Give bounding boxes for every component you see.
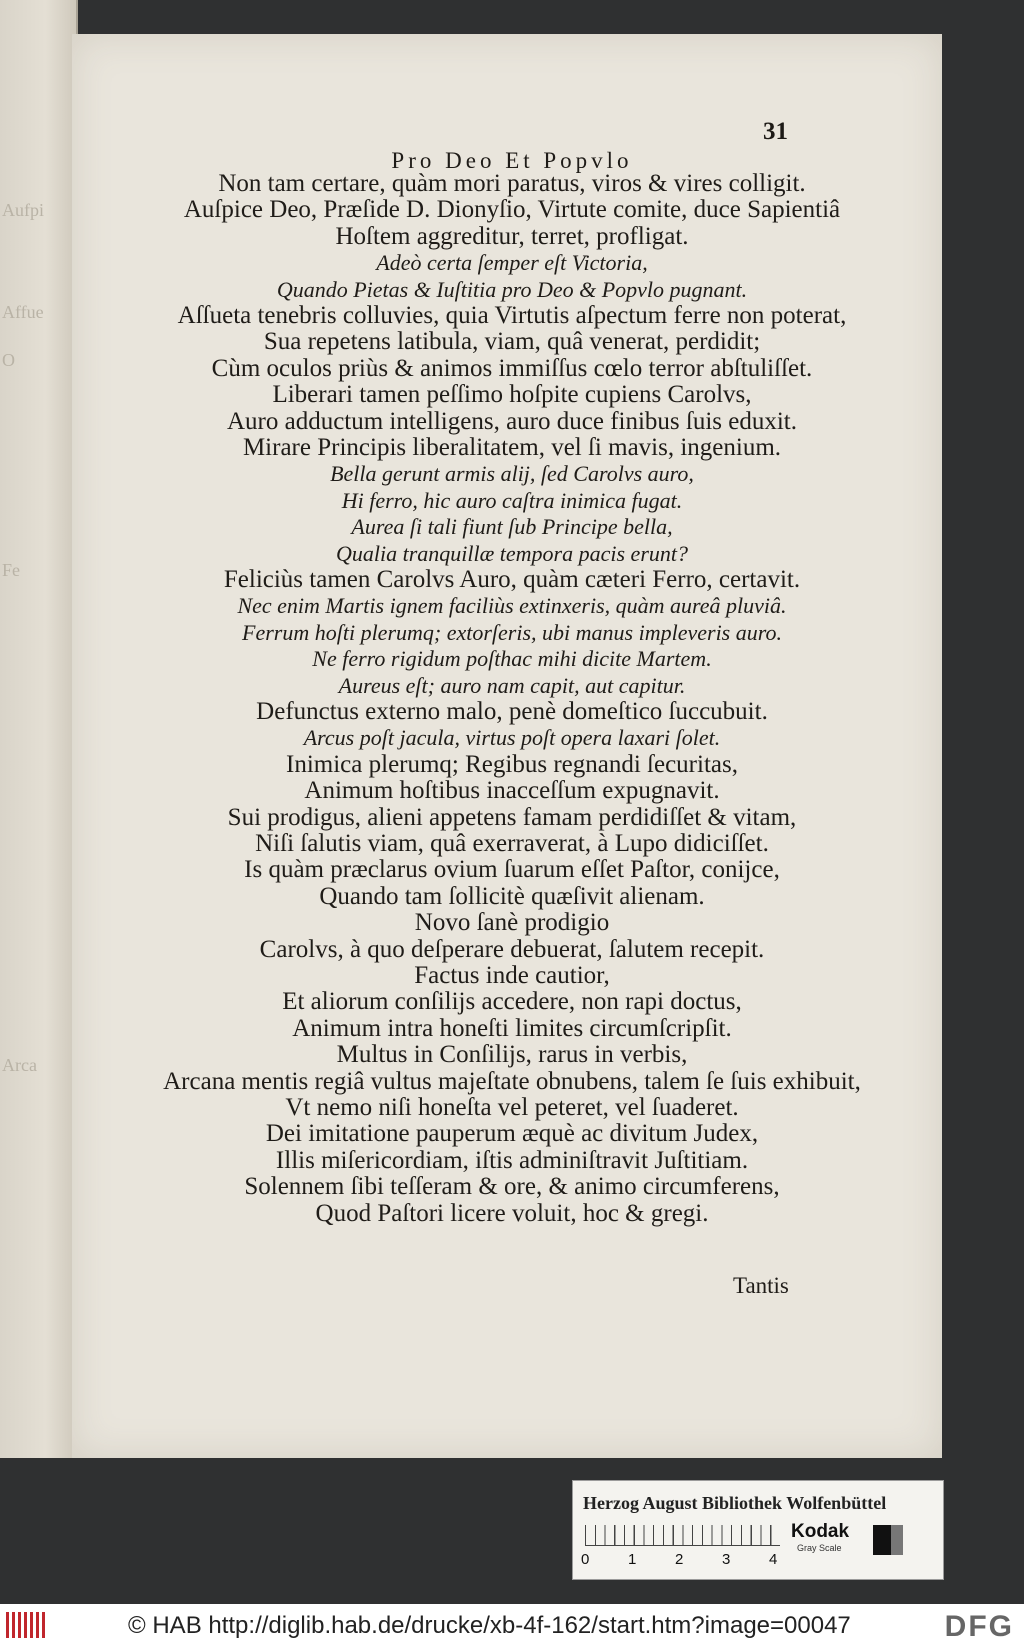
library-name: Herzog August Bibliothek Wolfenbüttel — [583, 1493, 887, 1513]
text-line: Factus inde cautior, — [414, 962, 610, 989]
gray-patch — [873, 1525, 903, 1555]
text-line: Animum intra honeſti limites circumſcripſit. — [292, 1015, 732, 1042]
text-line: Hi ferro, hic auro caſtra inimica fugat. — [341, 488, 683, 513]
text-line: Quando Pietas & Iuſtitia pro Deo & Popvlo pugnant. — [276, 277, 748, 302]
text-line: Multus in Conſilijs, rarus in verbis, — [336, 1041, 688, 1068]
library-color-chart — [572, 1480, 944, 1580]
kodak-logo: Kodak — [791, 1521, 850, 1542]
hab-logo-icon — [6, 1612, 46, 1638]
ghost-text: Arca — [2, 1055, 37, 1075]
text-line: Dei imitatione pauperum æquè ac divitum Judex, — [265, 1120, 759, 1147]
text-line: Sui prodigus, alieni appetens famam perdidiſſet & vitam, — [227, 804, 797, 831]
ghost-text: O — [2, 350, 15, 370]
text-line: Hoſtem aggreditur, terret, profligat. — [335, 223, 689, 250]
text-line: Quod Paſtori licere voluit, hoc & gregi. — [315, 1200, 709, 1227]
text-line: Auro adductum intelligens, auro duce finibus ſuis eduxit. — [226, 408, 798, 435]
ghost-text: Fe — [2, 560, 20, 580]
ruler-number: 2 — [675, 1551, 684, 1568]
running-title: Pro Deo Et Popvlo — [391, 148, 633, 173]
page-number: 31 — [763, 118, 788, 145]
text-line: Adeò certa ſemper eſt Victoria, — [376, 250, 648, 275]
ruler-number: 1 — [628, 1551, 637, 1568]
footer-url[interactable]: © HAB http://diglib.hab.de/drucke/xb-4f-162/start.htm?image=00047 — [128, 1612, 851, 1639]
previous-page-edge — [0, 0, 78, 1458]
kodak-subtitle: Gray Scale — [797, 1543, 842, 1553]
text-line: Solennem ſibi teſſeram & ore, & animo circumferens, — [244, 1173, 780, 1200]
dfg-logo: DFG — [944, 1610, 1014, 1643]
text-line: Cùm oculos priùs & animos immiſſus cœlo terror abſtuliſſet. — [211, 355, 813, 382]
text-line: Qualia tranquillæ tempora pacis erunt? — [336, 541, 688, 566]
text-line: Et aliorum conſilijs accedere, non rapi doctus, — [282, 988, 742, 1015]
text-line: Liberari tamen peſſimo hoſpite cupiens Carolvs, — [272, 381, 752, 408]
ruler-number: 0 — [581, 1551, 590, 1568]
text-line: Aureus eſt; auro nam capit, aut capitur. — [338, 673, 686, 698]
text-line: Aurea ſi tali fiunt ſub Principe bella, — [351, 514, 673, 539]
ruler-scale — [585, 1525, 780, 1546]
text-line: Feliciùs tamen Carolvs Auro, quàm cæteri Ferro, certavit. — [223, 566, 801, 593]
ghost-text: Affue — [2, 302, 44, 322]
text-line: Sua repetens latibula, viam, quâ venerat, perdidit; — [263, 328, 761, 355]
text-line: Defunctus externo malo, penè domeſtico ſuccubuit. — [256, 698, 768, 725]
text-line: Aſſueta tenebris colluvies, quia Virtutis aſpectum ferre non poterat, — [177, 302, 847, 329]
text-line: Illis miſericordiam, iſtis adminiſtravit Juſtitiam. — [275, 1147, 749, 1174]
ruler-number: 4 — [769, 1551, 778, 1568]
text-line: Nec enim Martis ignem faciliùs extinxeris, quàm aureâ pluviâ. — [237, 593, 787, 618]
text-line: Non tam certare, quàm mori paratus, viros & vires colligit. — [218, 170, 806, 197]
text-line: Arcana mentis regiâ vultus majeſtate obnubens, talem ſe ſuis exhibuit, — [163, 1068, 861, 1095]
ruler-number: 3 — [722, 1551, 731, 1568]
text-line: Arcus poſt jacula, virtus poſt opera laxari ſolet. — [303, 725, 721, 750]
text-line: Animum hoſtibus inacceſſum expugnavit. — [304, 777, 720, 804]
text-line: Niſi ſalutis viam, quâ exerraverat, à Lupo didiciſſet. — [255, 830, 769, 857]
text-line: Is quàm præclarus ovium ſuarum eſſet Paſtor, conijce, — [244, 856, 780, 883]
text-line: Bella gerunt armis alij, ſed Carolvs auro, — [330, 461, 694, 486]
text-line: Vt nemo niſi honeſta vel peteret, vel ſuaderet. — [285, 1094, 739, 1121]
text-line: Ne ferro rigidum poſthac mihi dicite Martem. — [312, 646, 712, 671]
text-line: Auſpice Deo, Præſide D. Dionyſio, Virtute comite, duce Sapientiâ — [183, 196, 841, 223]
footer-bar — [0, 1604, 1024, 1647]
text-line: Quando tam ſollicitè quæſivit alienam. — [319, 883, 705, 910]
catchword: Tantis — [733, 1273, 789, 1298]
ghost-text: Aufpi — [2, 200, 44, 220]
text-line: Carolvs, à quo deſperare debuerat, ſalutem recepit. — [259, 936, 765, 963]
text-line: Novo ſanè prodigio — [414, 909, 610, 936]
text-line: Ferrum hoſti plerumq; extorſeris, ubi manus impleveris auro. — [242, 620, 782, 645]
text-line: Inimica plerumq; Regibus regnandi ſecuritas, — [286, 751, 738, 778]
text-line: Mirare Principis liberalitatem, vel ſi mavis, ingenium. — [242, 434, 782, 461]
